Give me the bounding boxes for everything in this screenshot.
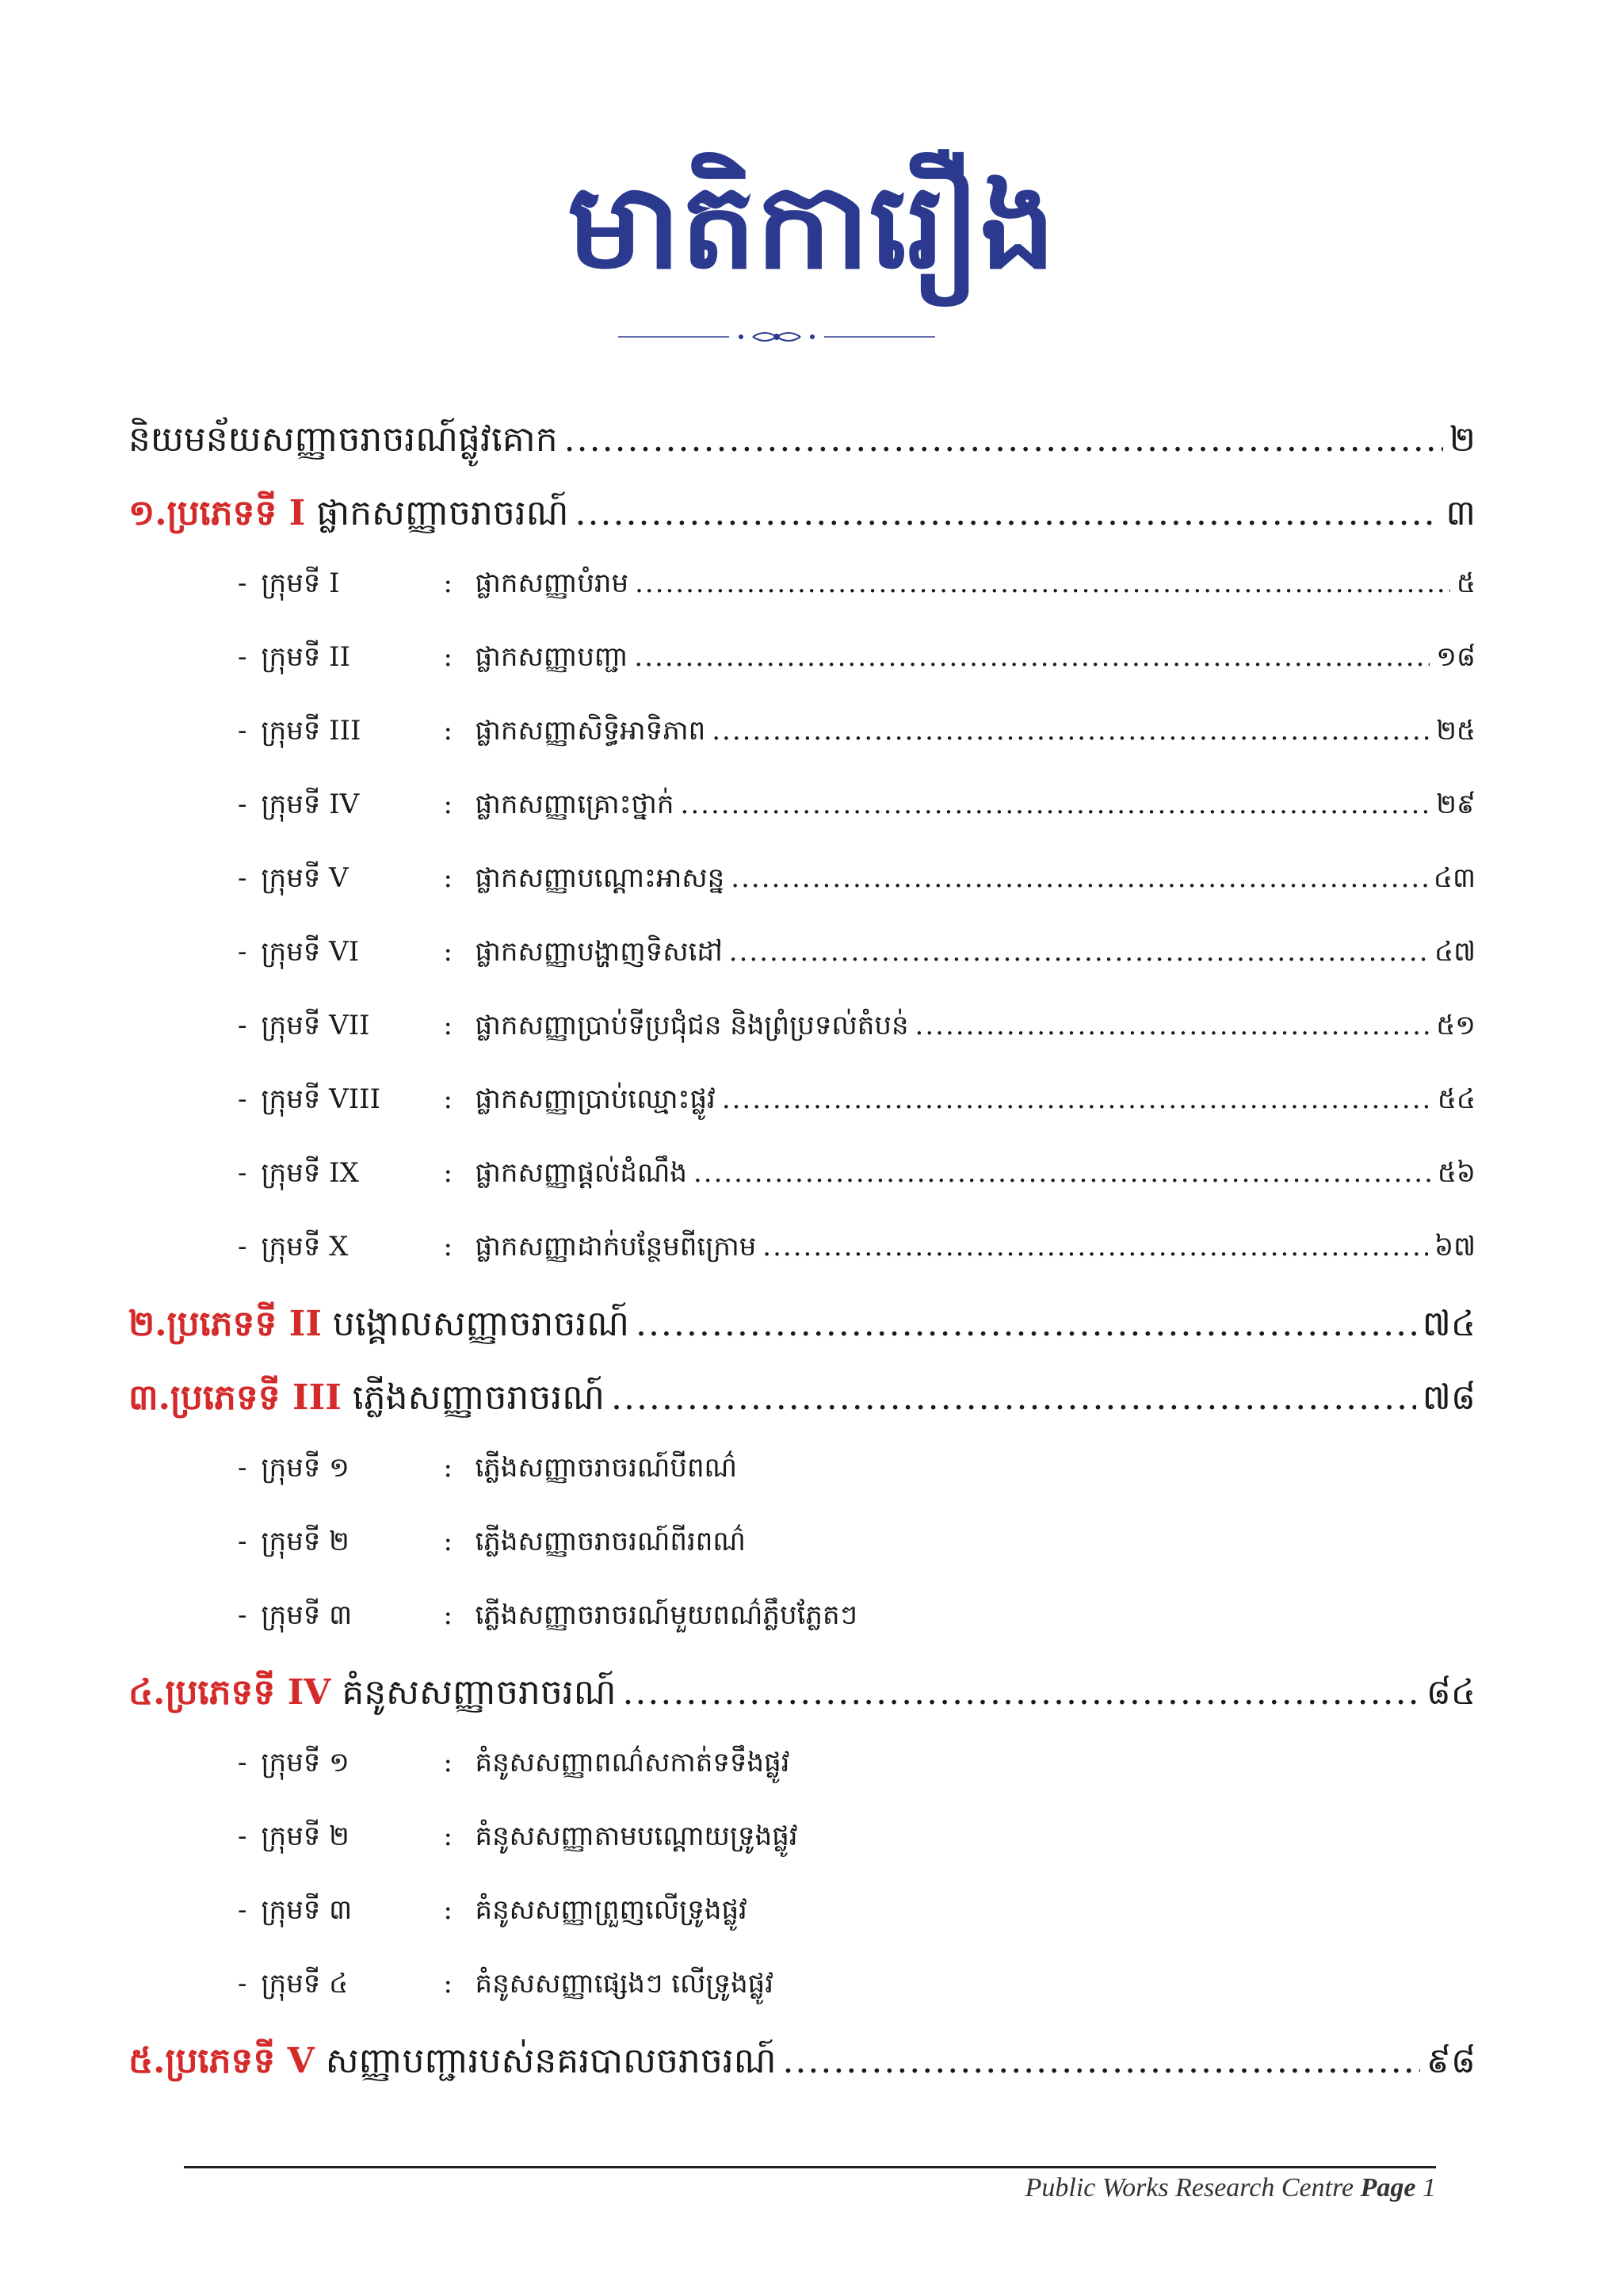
leader-dots bbox=[693, 1149, 1431, 1197]
footer-text: Public Works Research Centre bbox=[1025, 2173, 1354, 2202]
group-label-text: ភ្លើងសញ្ញាចរាចរណ៍ពីរពណ៌ bbox=[475, 1526, 746, 1557]
leader-dots bbox=[729, 928, 1428, 976]
toc-row-category bbox=[128, 486, 1476, 541]
bullet-dash: - bbox=[238, 567, 247, 599]
bullet-dash: - bbox=[238, 641, 247, 673]
toc-page-number: ១៨ bbox=[1436, 641, 1476, 673]
toc-page-number: ៣ bbox=[1445, 493, 1476, 533]
toc-page-number: ៥ bbox=[1456, 567, 1476, 599]
toc-page-number: ៥៦ bbox=[1437, 1157, 1476, 1189]
toc-row-group bbox=[238, 707, 1476, 755]
colon-separator: : bbox=[443, 936, 453, 968]
toc-row-group bbox=[238, 1739, 1476, 1786]
leader-dots bbox=[634, 633, 1430, 681]
bullet-dash: - bbox=[238, 862, 247, 894]
colon-separator: : bbox=[443, 862, 453, 894]
bullet-dash: - bbox=[238, 1157, 247, 1189]
colon-separator: : bbox=[443, 1599, 453, 1631]
group-name: ក្រុមទី ៣ bbox=[261, 1894, 353, 1926]
group-name: ក្រុមទី III bbox=[261, 715, 361, 747]
category-number: ១. bbox=[128, 493, 167, 533]
group-label-text: ភ្លើងសញ្ញាចរាចរណ៍មួយពណ៌ភ្លឹបភ្លែតៗ bbox=[475, 1599, 857, 1631]
leader-dots bbox=[636, 1297, 1416, 1352]
toc-row-category bbox=[128, 2034, 1476, 2089]
toc-page-number: ៦៧ bbox=[1434, 1231, 1476, 1263]
colon-separator: : bbox=[443, 715, 453, 747]
group-name: ក្រុមទី II bbox=[261, 641, 351, 673]
toc-page-number: ៤៣ bbox=[1433, 862, 1476, 894]
leader-dots bbox=[731, 854, 1427, 902]
category-number: ៥. bbox=[128, 2041, 166, 2081]
group-name: ក្រុមទី I bbox=[261, 567, 340, 599]
colon-separator: : bbox=[443, 1820, 453, 1852]
leader-dots bbox=[712, 707, 1430, 755]
bullet-dash: - bbox=[238, 1894, 247, 1926]
bullet-dash: - bbox=[238, 1820, 247, 1852]
leader-dots bbox=[782, 2034, 1419, 2089]
colon-separator: : bbox=[443, 1968, 453, 2000]
toc-page-number: ៥១ bbox=[1436, 1010, 1476, 1041]
group-label-text: គំនូសសញ្ញាផ្សេងៗ លើទ្រូងផ្លូវ bbox=[475, 1968, 774, 2000]
group-name: ក្រុមទី VI bbox=[261, 936, 360, 968]
toc-row-group bbox=[238, 781, 1476, 828]
colon-separator: : bbox=[443, 1894, 453, 1926]
leader-dots bbox=[681, 781, 1430, 828]
group-label-text: ផ្លាកសញ្ញាបង្ហាញទិសដៅ bbox=[475, 936, 723, 968]
group-label-text: ផ្លាកសញ្ញាប្រាប់ឈ្មោះផ្លូវ bbox=[475, 1083, 716, 1115]
toc-row-category bbox=[128, 1297, 1476, 1352]
colon-separator: : bbox=[443, 641, 453, 673]
colon-separator: : bbox=[443, 789, 453, 820]
category-number: ៣. bbox=[128, 1377, 170, 1418]
colon-separator: : bbox=[443, 1083, 453, 1115]
colon-separator: : bbox=[443, 1452, 453, 1484]
footer-page-label: Page bbox=[1360, 2173, 1416, 2202]
colon-separator: : bbox=[443, 1010, 453, 1041]
leader-dots bbox=[762, 1223, 1428, 1270]
leader-dots bbox=[611, 1370, 1416, 1426]
bullet-dash: - bbox=[238, 1010, 247, 1041]
colon-separator: : bbox=[443, 1157, 453, 1189]
toc-row-group bbox=[238, 854, 1476, 902]
group-name: ក្រុមទី VII bbox=[261, 1010, 370, 1041]
bullet-dash: - bbox=[238, 1231, 247, 1263]
toc-page-number: ២ bbox=[1449, 419, 1476, 460]
group-label-text: ផ្លាកសញ្ញាសិទ្ធិអាទិភាព bbox=[475, 715, 706, 747]
toc-page-number: ៩៨ bbox=[1426, 2041, 1476, 2081]
leader-dots bbox=[635, 560, 1450, 607]
bullet-dash: - bbox=[238, 1747, 247, 1778]
colon-separator: : bbox=[443, 567, 453, 599]
footer-divider bbox=[184, 2166, 1436, 2168]
toc-row-category bbox=[128, 1370, 1476, 1426]
toc-row-group bbox=[238, 1444, 1476, 1492]
leader-dots bbox=[575, 486, 1440, 541]
category-label: ភ្លើងសញ្ញាចរាចរណ៍ bbox=[352, 1377, 605, 1418]
bullet-dash: - bbox=[238, 1083, 247, 1115]
toc-row-category bbox=[128, 1665, 1476, 1721]
toc-page-number: ៤៧ bbox=[1434, 936, 1476, 968]
group-name: ក្រុមទី X bbox=[261, 1231, 349, 1263]
bullet-dash: - bbox=[238, 1968, 247, 2000]
group-name: ក្រុមទី ៤ bbox=[261, 1968, 349, 2000]
group-label-text: ផ្លាកសញ្ញាគ្រោះថ្នាក់ bbox=[475, 789, 674, 820]
toc-row-intro bbox=[128, 412, 1476, 468]
leader-dots bbox=[564, 412, 1443, 468]
category-label: គំនូសសញ្ញាចរាចរណ៍ bbox=[342, 1672, 617, 1713]
group-name: ក្រុមទី IV bbox=[261, 789, 360, 820]
toc-row-group bbox=[238, 633, 1476, 681]
page-footer bbox=[1025, 2173, 1436, 2203]
group-label-text: ផ្លាកសញ្ញាបណ្ដោះអាសន្ន bbox=[475, 862, 725, 894]
toc-row-group bbox=[238, 1886, 1476, 1934]
leader-dots bbox=[622, 1665, 1419, 1721]
toc-row-group bbox=[238, 928, 1476, 976]
group-label-text: ផ្លាកសញ្ញាប្រាប់ទីប្រជុំជន និងព្រំប្រទល់តំបន់ bbox=[475, 1010, 909, 1041]
toc-page-number: ២៩ bbox=[1436, 789, 1476, 820]
divider-ornament-icon bbox=[618, 325, 935, 349]
group-label-text: ផ្លាកសញ្ញាបំរាម bbox=[475, 567, 629, 599]
toc-row-group bbox=[238, 1223, 1476, 1270]
group-label-text: គំនូសសញ្ញាព្រួញលើទ្រូងផ្លូវ bbox=[475, 1894, 747, 1926]
group-name: ក្រុមទី ១ bbox=[261, 1452, 349, 1484]
toc-row-group bbox=[238, 560, 1476, 607]
group-name: ក្រុមទី V bbox=[261, 862, 349, 894]
toc-page-number: ៨៤ bbox=[1426, 1672, 1476, 1713]
leader-dots bbox=[915, 1002, 1430, 1049]
group-label-text: គំនូសសញ្ញាតាមបណ្ដោយទ្រូងផ្លូវ bbox=[475, 1820, 798, 1852]
page-title: មាតិការឿង bbox=[567, 156, 1056, 296]
group-name: ក្រុមទី IX bbox=[261, 1157, 359, 1189]
category-label: សញ្ញាបញ្ជារបស់នគរបាលចរាចរណ៍ bbox=[325, 2041, 777, 2081]
category-number: ២. bbox=[128, 1304, 167, 1344]
leader-dots bbox=[722, 1075, 1431, 1123]
group-label-text: ភ្លើងសញ្ញាចរាចរណ៍បីពណ៌ bbox=[475, 1452, 738, 1484]
bullet-dash: - bbox=[238, 789, 247, 820]
category-name: ប្រភេទទី I bbox=[166, 493, 306, 533]
bullet-dash: - bbox=[238, 715, 247, 747]
group-label-text: ផ្លាកសញ្ញាផ្ដល់ដំណឹង bbox=[475, 1157, 687, 1189]
toc-row-group bbox=[238, 1591, 1476, 1639]
category-name: ប្រភេទទី IV bbox=[165, 1672, 331, 1713]
bullet-dash: - bbox=[238, 1452, 247, 1484]
toc-row-group bbox=[238, 1813, 1476, 1860]
group-label-text: គំនូសសញ្ញាពណ៌សកាត់ទទឹងផ្លូវ bbox=[475, 1747, 790, 1778]
group-name: ក្រុមទី VIII bbox=[261, 1083, 381, 1115]
toc-row-label: និយមន័យសញ្ញាចរាចរណ៍ផ្លូវគោក bbox=[128, 419, 558, 460]
colon-separator: : bbox=[443, 1747, 453, 1778]
category-name: ប្រភេទទី III bbox=[170, 1377, 342, 1418]
category-label: បង្គោលសញ្ញាចរាចរណ៍ bbox=[332, 1304, 629, 1344]
toc-page-number: ៧៤ bbox=[1422, 1304, 1476, 1344]
bullet-dash: - bbox=[238, 1526, 247, 1557]
group-label-text: ផ្លាកសញ្ញាដាក់បន្ថែមពីក្រោម bbox=[475, 1231, 757, 1263]
category-number: ៤. bbox=[128, 1672, 166, 1713]
category-label: ផ្លាកសញ្ញាចរាចរណ៍ bbox=[316, 493, 569, 533]
group-label-text: ផ្លាកសញ្ញាបញ្ជា bbox=[475, 641, 628, 673]
group-name: ក្រុមទី ៣ bbox=[261, 1599, 353, 1631]
toc-page-number: ៧៨ bbox=[1422, 1377, 1476, 1418]
toc-row-group bbox=[238, 1075, 1476, 1123]
colon-separator: : bbox=[443, 1526, 453, 1557]
colon-separator: : bbox=[443, 1231, 453, 1263]
bullet-dash: - bbox=[238, 936, 247, 968]
bullet-dash: - bbox=[238, 1599, 247, 1631]
toc-page-number: ២៥ bbox=[1436, 715, 1476, 747]
footer-page-number: 1 bbox=[1423, 2173, 1436, 2202]
toc-row-group bbox=[238, 1002, 1476, 1049]
toc-row-group bbox=[238, 1518, 1476, 1565]
toc-row-group bbox=[238, 1960, 1476, 2008]
toc-row-group bbox=[238, 1149, 1476, 1197]
group-name: ក្រុមទី ២ bbox=[261, 1526, 349, 1557]
toc-page-number: ៥៤ bbox=[1437, 1083, 1476, 1115]
group-name: ក្រុមទី ១ bbox=[261, 1747, 349, 1778]
category-name: ប្រភេទទី V bbox=[165, 2041, 315, 2081]
category-name: ប្រភេទទី II bbox=[166, 1304, 322, 1344]
group-name: ក្រុមទី ២ bbox=[261, 1820, 349, 1852]
